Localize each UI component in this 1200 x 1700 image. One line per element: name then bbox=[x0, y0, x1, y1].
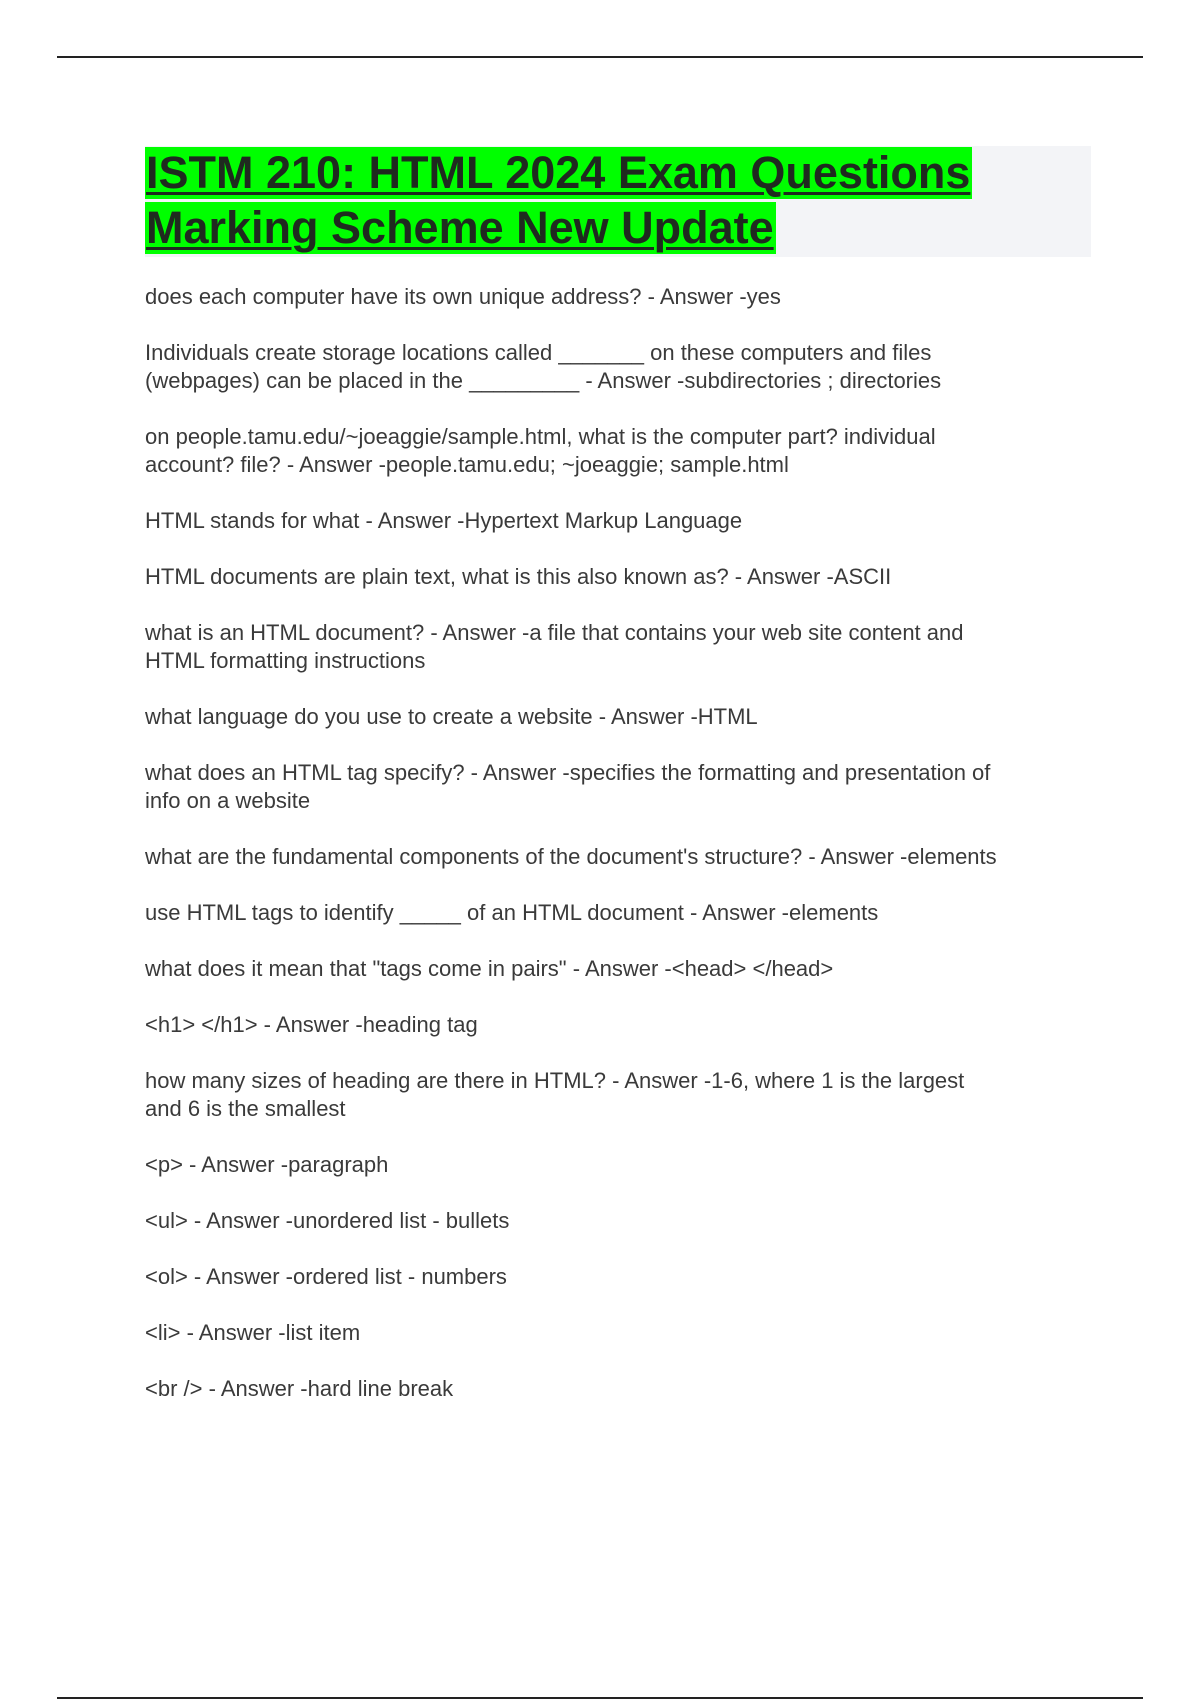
qa-item: HTML documents are plain text, what is this also known as? - Answer -ASCII bbox=[145, 564, 892, 589]
qa-item: how many sizes of heading are there in HTML? - Answer -1-6, where 1 is the largest and 6 is the smallest bbox=[145, 1068, 965, 1121]
qa-item: <li> - Answer -list item bbox=[145, 1320, 361, 1345]
qa-item: <ol> - Answer -ordered list - numbers bbox=[145, 1264, 507, 1289]
qa-item: Individuals create storage locations called _______ on these computers and files (webpages) can be placed in the _________ - Answer -subdirectories ; directories bbox=[145, 340, 942, 393]
qa-item: HTML stands for what - Answer -Hypertext Markup Language bbox=[145, 508, 743, 533]
qa-item: <h1> </h1> - Answer -heading tag bbox=[145, 1012, 478, 1037]
qa-item: what are the fundamental components of the document's structure? - Answer -elements bbox=[145, 844, 997, 869]
qa-item: what is an HTML document? - Answer -a file that contains your web site content and HTML formatting instructions bbox=[145, 620, 964, 673]
qa-item: what does it mean that "tags come in pairs" - Answer -<head> </head> bbox=[145, 956, 834, 981]
qa-item: on people.tamu.edu/~joeaggie/sample.html, what is the computer part? individual account? file? - Answer -people.tamu.edu; ~joeaggie; sample.html bbox=[145, 424, 936, 477]
document-title-line-2: Marking Scheme New Update bbox=[146, 202, 774, 253]
qa-item: use HTML tags to identify _____ of an HTML document - Answer -elements bbox=[145, 900, 879, 925]
qa-item: does each computer have its own unique address? - Answer -yes bbox=[145, 284, 781, 309]
qa-item: <p> - Answer -paragraph bbox=[145, 1152, 389, 1177]
question-answer-list bbox=[145, 283, 1091, 1431]
page-bottom-rule bbox=[57, 1697, 1143, 1699]
document-title-block bbox=[145, 146, 1091, 257]
qa-item: what does an HTML tag specify? - Answer -specifies the formatting and presentation of info on a website bbox=[145, 760, 991, 813]
page-top-rule bbox=[57, 56, 1143, 58]
qa-item: what language do you use to create a website - Answer -HTML bbox=[145, 704, 758, 729]
qa-item: <br /> - Answer -hard line break bbox=[145, 1376, 454, 1401]
document-title-line-1: ISTM 210: HTML 2024 Exam Questions bbox=[146, 147, 971, 198]
qa-item: <ul> - Answer -unordered list - bullets bbox=[145, 1208, 510, 1233]
